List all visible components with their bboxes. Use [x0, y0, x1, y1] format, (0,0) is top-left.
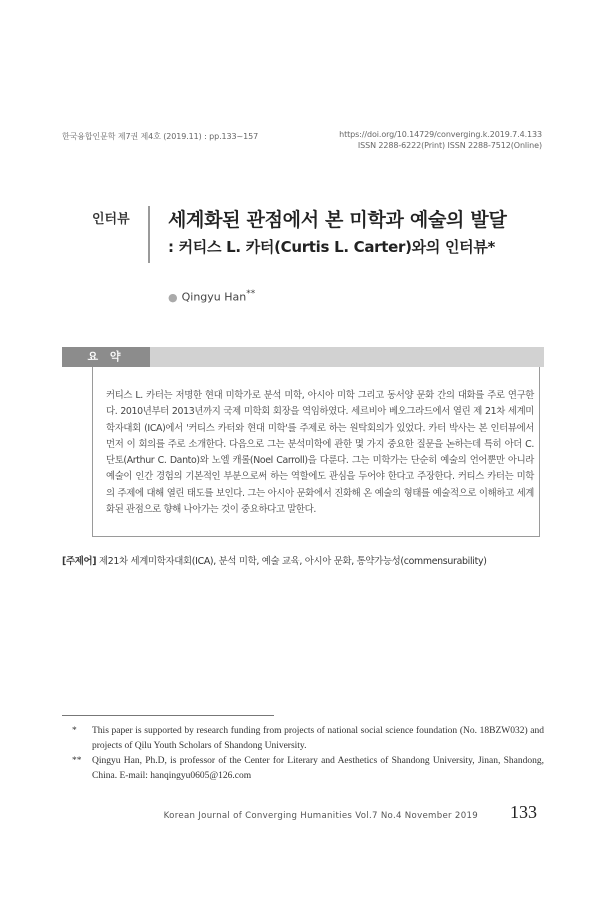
journal-info: 한국융합인문학 제7권 제4호 (2019.11) : pp.133~157 — [62, 132, 259, 141]
footnote-divider — [62, 715, 274, 716]
keywords-label: [주제어] — [62, 556, 97, 567]
keywords-line — [62, 553, 544, 567]
abstract-text: 커티스 L. 카터는 저명한 현대 미학가로 분석 미학, 아시아 미학 그리고 동서양 문화 간의 대화를 주로 연구한다. 2010년부터 2013년까지 국제 미학회 회장을 역임하였다. 세르비아 베오그라드에서 열린 제 21차 세계미학자대회 (ICA)에서 '커티스 카터와 현대 미학'를 주제로 하는 원탁회의가 있었다. 카터 박사는 본 인터뷰에서 먼저 이 회의를 주로 소개한다. 다음으로 그는 분석미학에 관한 몇 가지 중요한 질문을 논하는데 특히 아더 C. 단토(Arthur C. Danto)와 노엘 캐롤(Noel Carroll)을 다룬다. 그는 미학가는 단순히 예술의 언어뿐만 아니라 예술이 인간 경험의 기본적인 부분으로써 하는 역할에도 관심을 두어야 한다고 주장한다. 커티스 카터는 미학의 주제에 대해 열린 태도를 보인다. 그는 아시아 문화에서 진화해 온 예술의 형태를 예술적으로 이해하고 세계화된 관점으로 향해 나아가는 것이 중요하다고 말한다. — [106, 390, 534, 516]
doi-issn-block — [339, 129, 542, 151]
footnote-mark: ** — [72, 756, 82, 766]
author-name: Qingyu Han — [181, 290, 247, 304]
author-line — [168, 289, 255, 304]
footnote-mark: * — [72, 726, 77, 736]
footnote-item — [70, 724, 544, 754]
page-number: 133 — [510, 802, 537, 822]
article-title: 세계화된 관점에서 본 미학과 예술의 발달 — [168, 209, 507, 231]
footnote-item — [70, 754, 544, 784]
doi-link[interactable]: https://doi.org/10.14729/converging.k.2019.7.4.133 — [339, 130, 542, 139]
bullet-icon: ● — [168, 290, 178, 304]
abstract-label: 요 약 — [62, 347, 150, 367]
footnote-text: Qingyu Han, Ph.D, is professor of the Center for Literary and Aesthetics of Shandong University, Jinan, Shandong, China. E-mail: hanqingyu0605@126.com — [92, 756, 544, 781]
author-footnote-mark[interactable]: ** — [246, 289, 256, 299]
footer-journal: Korean Journal of Converging Humanities Vol.7 No.4 November 2019 — [163, 811, 478, 821]
footnotes — [70, 724, 544, 784]
issn-text: ISSN 2288-6222(Print) ISSN 2288-7512(Online) — [357, 141, 542, 150]
keywords-text: 제21차 세계미학자대회(ICA), 분석 미학, 예술 교육, 아시아 문화, 통약가능성(commensurability) — [98, 556, 487, 567]
footnote-text: This paper is supported by research funding from projects of national social science foundation (No. 18BZW032) and projects of Qilu Youth Scholars of Shandong University. — [92, 726, 544, 751]
article-category: 인터뷰 — [92, 212, 130, 227]
title-divider — [148, 206, 150, 263]
article-subtitle: : 커티스 L. 카터(Curtis L. Carter)와의 인터뷰* — [168, 238, 496, 256]
